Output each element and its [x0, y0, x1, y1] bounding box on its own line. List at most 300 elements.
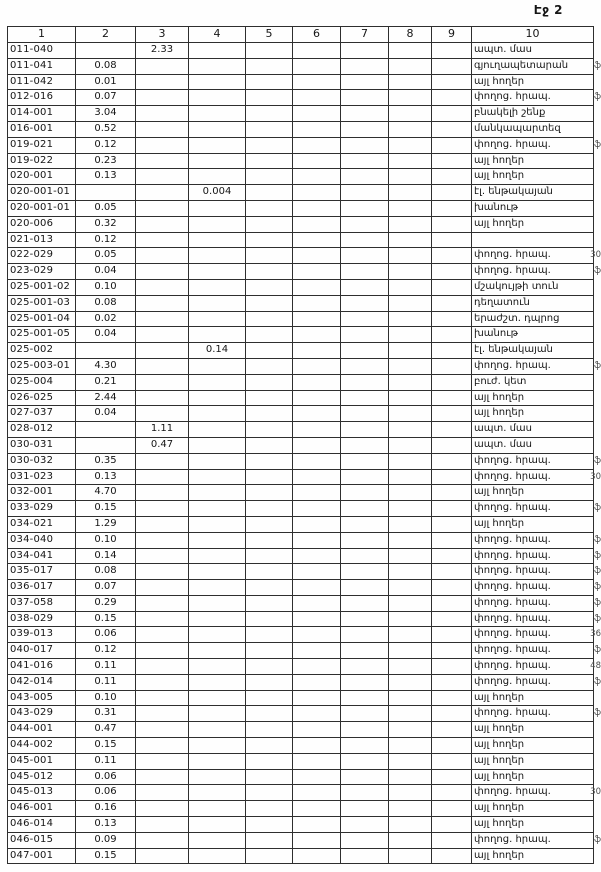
area-value-cell — [341, 58, 389, 74]
landuse-label: փողոց. հրապ. — [474, 707, 551, 719]
parcel-code-cell: 034-040 — [8, 532, 76, 548]
area-value-cell — [293, 422, 341, 438]
area-value-cell — [432, 295, 472, 311]
parcel-code-cell: 032-001 — [8, 485, 76, 501]
handwritten-margin-mark: 30 — [590, 471, 601, 482]
area-value-cell — [293, 137, 341, 153]
table-row — [8, 785, 594, 801]
landuse-cell — [472, 516, 594, 532]
area-value-cell — [293, 690, 341, 706]
area-value-cell — [389, 848, 432, 864]
landuse-label: այլ հողեր — [474, 217, 525, 229]
area-value-cell — [189, 327, 246, 343]
area-value-cell: 0.52 — [76, 121, 136, 137]
area-value-cell — [389, 74, 432, 90]
area-value-cell — [432, 469, 472, 485]
area-value-cell — [189, 738, 246, 754]
landuse-label: ապտ. մաս — [474, 44, 532, 55]
landuse-cell — [472, 311, 594, 327]
area-value-cell: 0.47 — [136, 437, 189, 453]
area-value-cell — [189, 690, 246, 706]
area-value-cell — [432, 532, 472, 548]
parcel-code-cell: 036-017 — [8, 580, 76, 596]
table-row — [8, 485, 594, 501]
area-value-cell: 0.11 — [76, 674, 136, 690]
parcel-code-cell: 046-014 — [8, 817, 76, 833]
area-value-cell — [341, 722, 389, 738]
area-value-cell — [136, 358, 189, 374]
area-value-cell — [293, 390, 341, 406]
area-value-cell — [246, 848, 293, 864]
landuse-cell — [472, 548, 601, 564]
area-value-cell — [432, 311, 472, 327]
area-value-cell — [246, 185, 293, 201]
area-value-cell — [341, 232, 389, 248]
parcel-code-cell: 046-015 — [8, 832, 76, 848]
parcel-code-cell: 020-006 — [8, 216, 76, 232]
parcel-code-cell: 011-042 — [8, 74, 76, 90]
area-value-cell — [293, 706, 341, 722]
area-value-cell — [189, 564, 246, 580]
area-value-cell — [389, 185, 432, 201]
landuse-cell — [472, 90, 601, 106]
area-value-cell — [246, 74, 293, 90]
area-value-cell — [136, 295, 189, 311]
area-value-cell — [293, 769, 341, 785]
area-value-cell — [246, 343, 293, 359]
area-value-cell — [389, 469, 432, 485]
area-value-cell: 0.09 — [76, 832, 136, 848]
area-value-cell — [432, 248, 472, 264]
area-value-cell — [293, 532, 341, 548]
table-row — [8, 90, 594, 106]
area-value-cell — [246, 469, 293, 485]
area-value-cell: 3.04 — [76, 106, 136, 122]
table-row — [8, 564, 594, 580]
area-value-cell: 2.33 — [136, 43, 189, 59]
table-row — [8, 169, 594, 185]
parcel-code-cell: 030-031 — [8, 437, 76, 453]
area-value-cell — [189, 43, 246, 59]
area-value-cell — [189, 643, 246, 659]
area-value-cell — [341, 374, 389, 390]
table-row — [8, 769, 594, 785]
handwritten-margin-mark: ֆ — [594, 266, 601, 277]
area-value-cell — [136, 722, 189, 738]
table-row — [8, 216, 594, 232]
handwritten-margin-mark: ֆ — [594, 597, 601, 608]
area-value-cell — [389, 106, 432, 122]
area-value-cell: 0.47 — [76, 722, 136, 738]
parcel-code-cell: 045-012 — [8, 769, 76, 785]
area-value-cell: 0.12 — [76, 232, 136, 248]
landuse-label: էլ. ենթակայան — [474, 344, 553, 356]
landuse-cell — [472, 627, 601, 643]
landuse-label: մանկապարտեզ — [474, 122, 561, 134]
area-value-cell: 0.06 — [76, 785, 136, 801]
area-value-cell — [293, 469, 341, 485]
area-value-cell: 0.04 — [76, 264, 136, 280]
area-value-cell — [432, 611, 472, 627]
area-value-cell — [136, 769, 189, 785]
area-value-cell: 0.13 — [76, 469, 136, 485]
area-value-cell — [293, 295, 341, 311]
landuse-label: այլ հողեր — [474, 75, 525, 87]
area-value-cell — [293, 659, 341, 675]
area-value-cell — [432, 643, 472, 659]
parcel-code-cell: 047-001 — [8, 848, 76, 864]
area-value-cell — [246, 674, 293, 690]
area-value-cell — [432, 343, 472, 359]
area-value-cell — [189, 501, 246, 517]
area-value-cell — [432, 58, 472, 74]
area-value-cell: 0.29 — [76, 595, 136, 611]
landuse-cell — [472, 248, 601, 264]
area-value-cell — [246, 532, 293, 548]
area-value-cell — [389, 485, 432, 501]
area-value-cell — [432, 216, 472, 232]
area-value-cell — [136, 485, 189, 501]
area-value-cell — [189, 121, 246, 137]
table-row — [8, 469, 594, 485]
landuse-label: խանութ — [474, 201, 518, 213]
table-row — [8, 58, 594, 74]
parcel-code-cell: 012-016 — [8, 90, 76, 106]
area-value-cell: 0.15 — [76, 848, 136, 864]
area-value-cell — [341, 817, 389, 833]
area-value-cell — [389, 627, 432, 643]
area-value-cell — [341, 295, 389, 311]
area-value-cell — [246, 738, 293, 754]
area-value-cell — [76, 343, 136, 359]
landuse-cell — [472, 674, 601, 690]
area-value-cell — [136, 264, 189, 280]
landuse-cell — [472, 295, 594, 311]
area-value-cell — [389, 674, 432, 690]
landuse-cell — [472, 832, 601, 848]
area-value-cell — [432, 722, 472, 738]
area-value-cell — [341, 200, 389, 216]
landuse-label: բուժ. կետ — [474, 375, 527, 387]
table-row — [8, 422, 594, 438]
landuse-cell — [472, 848, 594, 864]
area-value-cell — [136, 232, 189, 248]
landuse-label: այլ հողեր — [474, 818, 525, 830]
area-value-cell — [246, 437, 293, 453]
table-row — [8, 374, 594, 390]
parcel-code-cell: 023-029 — [8, 264, 76, 280]
area-value-cell: 0.13 — [76, 817, 136, 833]
area-value-cell — [246, 279, 293, 295]
area-value-cell — [189, 169, 246, 185]
area-value-cell — [136, 848, 189, 864]
parcel-code-cell: 011-041 — [8, 58, 76, 74]
column-header: 10 — [472, 27, 594, 43]
area-value-cell — [432, 659, 472, 675]
area-value-cell — [136, 169, 189, 185]
area-value-cell — [341, 469, 389, 485]
table-row — [8, 674, 594, 690]
area-value-cell — [136, 532, 189, 548]
handwritten-margin-mark: ֆ — [594, 60, 601, 71]
table-row — [8, 817, 594, 833]
area-value-cell — [293, 406, 341, 422]
parcel-code-cell: 025-004 — [8, 374, 76, 390]
area-value-cell — [189, 469, 246, 485]
handwritten-margin-mark: ֆ — [594, 834, 601, 845]
landuse-cell — [472, 74, 594, 90]
table-row — [8, 327, 594, 343]
area-value-cell — [136, 690, 189, 706]
landuse-label: այլ հողեր — [474, 407, 525, 419]
landuse-cell — [472, 453, 601, 469]
area-value-cell — [341, 153, 389, 169]
table-row — [8, 43, 594, 59]
area-value-cell — [389, 643, 432, 659]
landuse-label: բնակելի շենք — [474, 107, 546, 119]
area-value-cell — [246, 706, 293, 722]
parcel-code-cell: 043-005 — [8, 690, 76, 706]
area-value-cell — [246, 801, 293, 817]
landuse-label: այլ հողեր — [474, 170, 525, 182]
area-value-cell — [389, 785, 432, 801]
area-value-cell — [341, 564, 389, 580]
area-value-cell — [246, 327, 293, 343]
area-value-cell — [389, 90, 432, 106]
parcel-code-cell: 037-058 — [8, 595, 76, 611]
area-value-cell — [293, 343, 341, 359]
parcel-code-cell: 034-041 — [8, 548, 76, 564]
table-row — [8, 390, 594, 406]
area-value-cell — [341, 343, 389, 359]
parcel-code-cell: 045-013 — [8, 785, 76, 801]
area-value-cell — [246, 374, 293, 390]
area-value-cell — [432, 801, 472, 817]
area-value-cell — [136, 501, 189, 517]
area-value-cell — [189, 674, 246, 690]
area-value-cell — [432, 327, 472, 343]
area-value-cell — [432, 832, 472, 848]
landuse-cell — [472, 532, 601, 548]
area-value-cell — [432, 106, 472, 122]
landuse-label: փողոց. հրապ. — [474, 644, 551, 656]
area-value-cell — [341, 516, 389, 532]
area-value-cell — [246, 295, 293, 311]
parcel-code-cell: 022-029 — [8, 248, 76, 264]
area-value-cell — [189, 722, 246, 738]
area-value-cell — [341, 501, 389, 517]
area-value-cell — [432, 753, 472, 769]
area-value-cell — [293, 43, 341, 59]
area-value-cell — [293, 121, 341, 137]
table-row — [8, 627, 594, 643]
area-value-cell — [246, 627, 293, 643]
area-value-cell — [246, 516, 293, 532]
column-header: 3 — [136, 27, 189, 43]
area-value-cell — [341, 611, 389, 627]
area-value-cell — [189, 801, 246, 817]
area-value-cell — [432, 485, 472, 501]
parcel-code-cell: 044-002 — [8, 738, 76, 754]
landuse-cell — [472, 564, 601, 580]
area-value-cell — [341, 390, 389, 406]
area-value-cell: 0.10 — [76, 279, 136, 295]
area-value-cell — [246, 169, 293, 185]
landuse-label: ապտ. մաս — [474, 423, 532, 435]
parcel-code-cell: 040-017 — [8, 643, 76, 659]
column-header: 4 — [189, 27, 246, 43]
parcel-code-cell: 031-023 — [8, 469, 76, 485]
area-value-cell — [293, 358, 341, 374]
table-row — [8, 832, 594, 848]
area-value-cell — [432, 185, 472, 201]
table-row — [8, 343, 594, 359]
area-value-cell — [136, 216, 189, 232]
area-value-cell — [341, 279, 389, 295]
area-value-cell — [136, 406, 189, 422]
area-value-cell — [293, 674, 341, 690]
area-value-cell — [189, 137, 246, 153]
landuse-label: փողոց. հրապ. — [474, 786, 551, 798]
area-value-cell: 0.15 — [76, 611, 136, 627]
area-value-cell — [189, 580, 246, 596]
area-value-cell — [389, 516, 432, 532]
area-value-cell: 0.12 — [76, 137, 136, 153]
area-value-cell — [189, 264, 246, 280]
table-row — [8, 501, 594, 517]
landuse-cell — [472, 121, 594, 137]
column-header: 6 — [293, 27, 341, 43]
area-value-cell — [246, 832, 293, 848]
area-value-cell — [293, 485, 341, 501]
area-value-cell — [293, 90, 341, 106]
table-row — [8, 74, 594, 90]
handwritten-margin-mark: ֆ — [594, 92, 601, 103]
parcel-code-cell: 028-012 — [8, 422, 76, 438]
area-value-cell: 0.01 — [76, 74, 136, 90]
area-value-cell: 0.04 — [76, 406, 136, 422]
area-value-cell — [246, 311, 293, 327]
handwritten-margin-mark: ֆ — [594, 455, 601, 466]
area-value-cell — [341, 43, 389, 59]
area-value-cell — [136, 327, 189, 343]
area-value-cell — [432, 422, 472, 438]
area-value-cell — [432, 674, 472, 690]
area-value-cell: 0.07 — [76, 90, 136, 106]
area-value-cell — [136, 90, 189, 106]
area-value-cell — [341, 453, 389, 469]
area-value-cell — [389, 343, 432, 359]
handwritten-margin-mark: ֆ — [594, 550, 601, 561]
landuse-cell — [472, 485, 594, 501]
parcel-code-cell: 045-001 — [8, 753, 76, 769]
area-value-cell — [341, 185, 389, 201]
handwritten-margin-mark: ֆ — [594, 139, 601, 150]
area-value-cell — [246, 453, 293, 469]
parcel-code-cell: 020-001 — [8, 169, 76, 185]
area-value-cell — [189, 216, 246, 232]
landuse-label: այլ հողեր — [474, 739, 525, 751]
landuse-cell — [472, 722, 594, 738]
area-value-cell — [341, 674, 389, 690]
area-value-cell — [293, 248, 341, 264]
landuse-label: փողոց. հրապ. — [474, 265, 551, 277]
area-value-cell — [341, 659, 389, 675]
area-value-cell — [189, 422, 246, 438]
area-value-cell — [341, 264, 389, 280]
area-value-cell — [136, 753, 189, 769]
area-value-cell — [432, 453, 472, 469]
area-value-cell — [76, 437, 136, 453]
area-value-cell — [136, 738, 189, 754]
table-row — [8, 722, 594, 738]
column-header: 2 — [76, 27, 136, 43]
area-value-cell — [432, 706, 472, 722]
area-value-cell — [293, 848, 341, 864]
landuse-cell — [472, 738, 594, 754]
area-value-cell: 0.13 — [76, 169, 136, 185]
area-value-cell — [389, 832, 432, 848]
area-value-cell — [293, 74, 341, 90]
area-value-cell — [389, 295, 432, 311]
area-value-cell — [246, 564, 293, 580]
area-value-cell — [189, 817, 246, 833]
area-value-cell — [389, 722, 432, 738]
area-value-cell — [136, 200, 189, 216]
landuse-label: փողոց. հրապ. — [474, 628, 551, 640]
area-value-cell: 0.02 — [76, 311, 136, 327]
area-value-cell — [389, 216, 432, 232]
area-value-cell — [293, 58, 341, 74]
area-value-cell — [389, 817, 432, 833]
landuse-label: փողոց. հրապ. — [474, 596, 551, 608]
table-row — [8, 106, 594, 122]
area-value-cell: 0.04 — [76, 327, 136, 343]
area-value-cell — [389, 611, 432, 627]
handwritten-margin-mark: 30 — [590, 787, 601, 798]
table-row — [8, 595, 594, 611]
area-value-cell — [293, 185, 341, 201]
parcel-code-cell: 016-001 — [8, 121, 76, 137]
landuse-cell — [472, 469, 601, 485]
area-value-cell — [432, 516, 472, 532]
landuse-label: փողոց. հրապ. — [474, 454, 551, 466]
parcel-code-cell: 027-037 — [8, 406, 76, 422]
area-value-cell — [341, 627, 389, 643]
area-value-cell — [389, 58, 432, 74]
handwritten-margin-mark: 36 — [590, 629, 601, 640]
table-row — [8, 548, 594, 564]
area-value-cell — [389, 137, 432, 153]
area-value-cell — [293, 722, 341, 738]
area-value-cell — [389, 564, 432, 580]
area-value-cell — [293, 564, 341, 580]
landuse-cell — [472, 58, 601, 74]
area-value-cell — [293, 643, 341, 659]
landuse-label: փողոց. հրապ. — [474, 249, 551, 261]
table-row — [8, 453, 594, 469]
area-value-cell — [341, 169, 389, 185]
area-value-cell — [293, 595, 341, 611]
area-value-cell — [293, 264, 341, 280]
area-value-cell — [189, 753, 246, 769]
parcel-code-cell: 025-001-05 — [8, 327, 76, 343]
area-value-cell — [246, 485, 293, 501]
area-value-cell — [293, 738, 341, 754]
cadastre-table — [7, 26, 601, 864]
parcel-code-cell: 021-013 — [8, 232, 76, 248]
area-value-cell: 0.15 — [76, 738, 136, 754]
